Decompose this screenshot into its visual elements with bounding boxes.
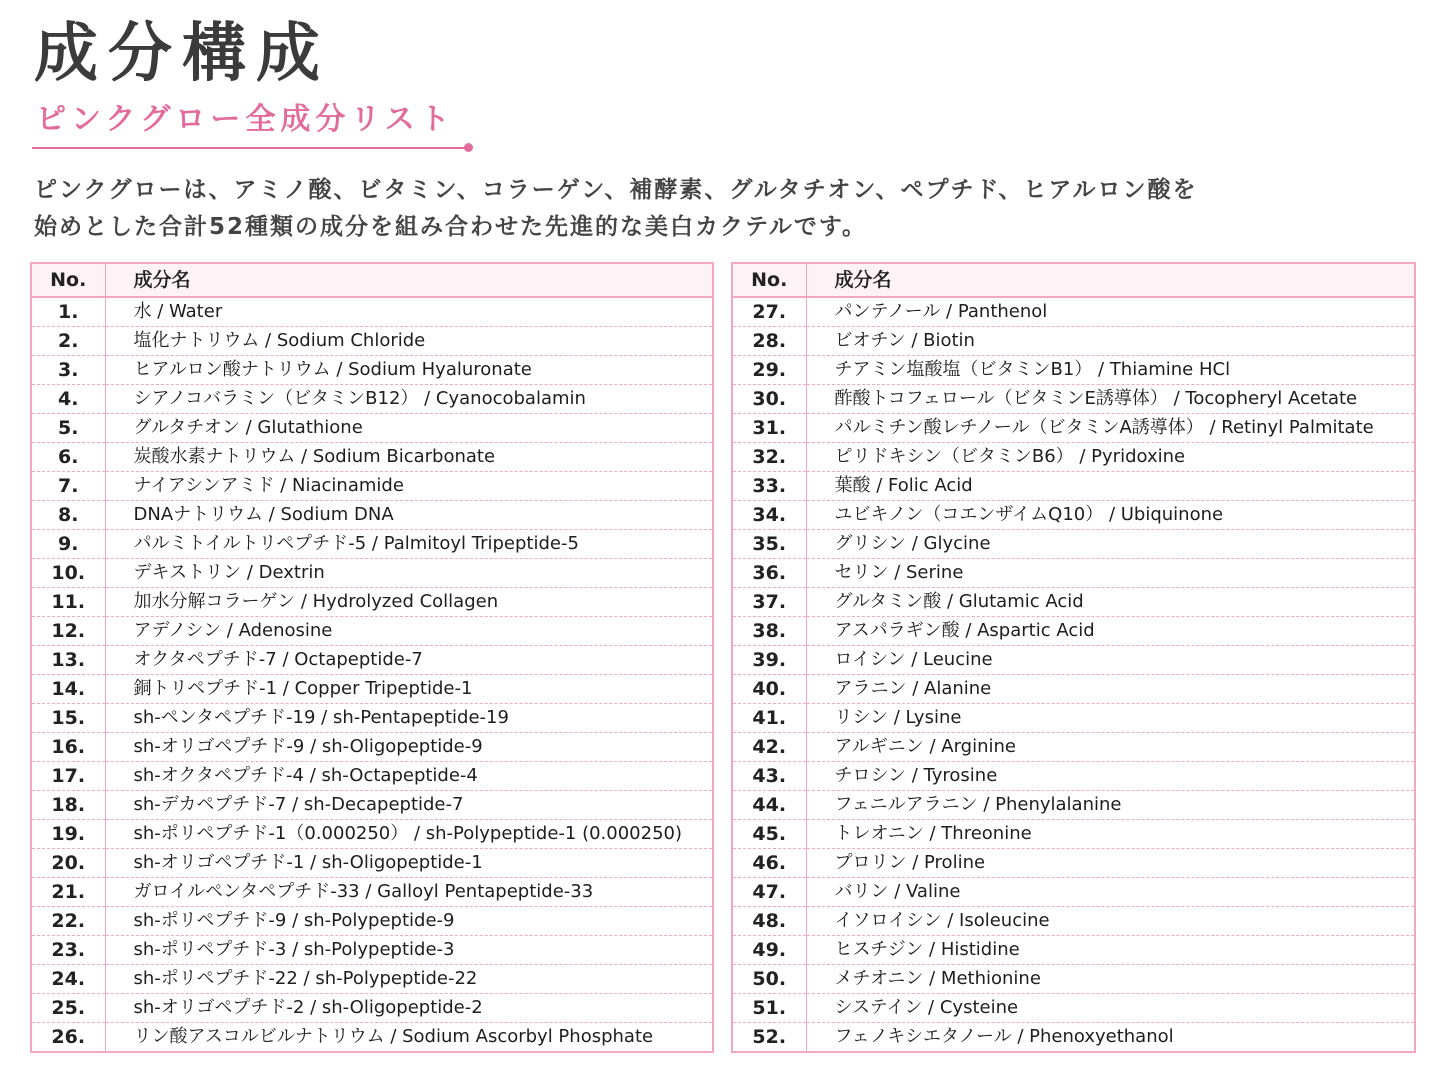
- ingredient-name: パルミチン酸レチノール（ビタミンA誘導体） / Retinyl Palmitate: [806, 414, 1415, 443]
- ingredient-name: バリン / Valine: [806, 878, 1415, 907]
- table-row: [732, 878, 1415, 907]
- column-header-name: 成分名: [806, 263, 1415, 297]
- ingredient-number: 22.: [31, 907, 105, 936]
- ingredient-number: 24.: [31, 965, 105, 994]
- table-row: [732, 501, 1415, 530]
- ingredient-number: 49.: [732, 936, 806, 965]
- ingredient-name: メチオニン / Methionine: [806, 965, 1415, 994]
- ingredient-number: 51.: [732, 994, 806, 1023]
- ingredient-number: 4.: [31, 385, 105, 414]
- ingredient-name: 水 / Water: [105, 297, 713, 327]
- column-header-name: 成分名: [105, 263, 713, 297]
- ingredient-number: 18.: [31, 791, 105, 820]
- ingredient-number: 35.: [732, 530, 806, 559]
- ingredient-number: 42.: [732, 733, 806, 762]
- ingredient-number: 23.: [31, 936, 105, 965]
- ingredient-list-left: [31, 297, 713, 1052]
- ingredient-number: 1.: [31, 297, 105, 327]
- table-row: [732, 965, 1415, 994]
- ingredient-number: 6.: [31, 443, 105, 472]
- table-row: [31, 327, 713, 356]
- ingredient-name: ナイアシンアミド / Niacinamide: [105, 472, 713, 501]
- ingredient-name: 銅トリペプチド-1 / Copper Tripeptide-1: [105, 675, 713, 704]
- ingredient-name: チアミン塩酸塩（ビタミンB1） / Thiamine HCl: [806, 356, 1415, 385]
- ingredient-number: 38.: [732, 617, 806, 646]
- ingredient-number: 31.: [732, 414, 806, 443]
- table-row: [31, 414, 713, 443]
- ingredient-name: シアノコバラミン（ビタミンB12） / Cyanocobalamin: [105, 385, 713, 414]
- ingredient-number: 41.: [732, 704, 806, 733]
- column-header-no: No.: [31, 263, 105, 297]
- ingredient-number: 27.: [732, 297, 806, 327]
- ingredient-number: 17.: [31, 762, 105, 791]
- ingredient-name: sh-ポリペプチド-9 / sh-Polypeptide-9: [105, 907, 713, 936]
- ingredient-number: 20.: [31, 849, 105, 878]
- ingredient-name: リシン / Lysine: [806, 704, 1415, 733]
- table-row: [732, 675, 1415, 704]
- ingredient-number: 33.: [732, 472, 806, 501]
- table-row: [732, 849, 1415, 878]
- table-row: [732, 762, 1415, 791]
- ingredient-number: 50.: [732, 965, 806, 994]
- table-row: [31, 733, 713, 762]
- table-row: [31, 588, 713, 617]
- ingredient-number: 21.: [31, 878, 105, 907]
- ingredient-name: システイン / Cysteine: [806, 994, 1415, 1023]
- ingredient-name: sh-ポリペプチド-1（0.000250） / sh-Polypeptide-1 (0.000250): [105, 820, 713, 849]
- ingredient-name: sh-デカペプチド-7 / sh-Decapeptide-7: [105, 791, 713, 820]
- table-row: [732, 530, 1415, 559]
- ingredient-number: 26.: [31, 1023, 105, 1053]
- ingredient-name: アスパラギン酸 / Aspartic Acid: [806, 617, 1415, 646]
- table-row: [732, 617, 1415, 646]
- ingredient-number: 13.: [31, 646, 105, 675]
- table-row: [732, 704, 1415, 733]
- ingredient-number: 29.: [732, 356, 806, 385]
- table-row: [31, 762, 713, 791]
- table-row: [732, 443, 1415, 472]
- table-row: [31, 907, 713, 936]
- ingredient-number: 48.: [732, 907, 806, 936]
- table-header-row: [732, 263, 1415, 297]
- ingredient-name: ヒスチジン / Histidine: [806, 936, 1415, 965]
- table-row: [31, 530, 713, 559]
- table-row: [732, 820, 1415, 849]
- ingredient-number: 19.: [31, 820, 105, 849]
- table-row: [732, 356, 1415, 385]
- ingredient-name: フェニルアラニン / Phenylalanine: [806, 791, 1415, 820]
- ingredient-name: sh-オリゴペプチド-9 / sh-Oligopeptide-9: [105, 733, 713, 762]
- table-row: [732, 791, 1415, 820]
- ingredient-name: リン酸アスコルビルナトリウム / Sodium Ascorbyl Phosphate: [133, 1026, 654, 1047]
- table-row: [732, 646, 1415, 675]
- ingredient-number: 28.: [732, 327, 806, 356]
- ingredient-number: 14.: [31, 675, 105, 704]
- ingredient-number: 5.: [31, 414, 105, 443]
- ingredient-name: グルタミン酸 / Glutamic Acid: [806, 588, 1415, 617]
- ingredient-name: プロリン / Proline: [806, 849, 1415, 878]
- ingredient-name: グルタチオン / Glutathione: [105, 414, 713, 443]
- ingredient-name: デキストリン / Dextrin: [105, 559, 713, 588]
- ingredient-number: 15.: [31, 704, 105, 733]
- ingredient-name: sh-オクタペプチド-4 / sh-Octapeptide-4: [105, 762, 713, 791]
- ingredient-number: 37.: [732, 588, 806, 617]
- table-row: [732, 327, 1415, 356]
- table-row: [732, 472, 1415, 501]
- ingredient-name: ロイシン / Leucine: [806, 646, 1415, 675]
- table-row: [732, 385, 1415, 414]
- ingredient-number: 30.: [732, 385, 806, 414]
- ingredient-number: 3.: [31, 356, 105, 385]
- ingredient-number: 2.: [31, 327, 105, 356]
- ingredient-name: 炭酸水素ナトリウム / Sodium Bicarbonate: [105, 443, 713, 472]
- ingredient-number: 40.: [732, 675, 806, 704]
- ingredient-number: 10.: [31, 559, 105, 588]
- subtitle-underline-dot: [464, 143, 473, 152]
- ingredient-name: 塩化ナトリウム / Sodium Chloride: [105, 327, 713, 356]
- table-row: [31, 994, 713, 1023]
- ingredient-number: 12.: [31, 617, 105, 646]
- ingredient-name: グリシン / Glycine: [806, 530, 1415, 559]
- table-row: [31, 297, 713, 327]
- ingredient-name: sh-オリゴペプチド-1 / sh-Oligopeptide-1: [105, 849, 713, 878]
- ingredient-number: 9.: [31, 530, 105, 559]
- table-row: [732, 994, 1415, 1023]
- table-row: [31, 936, 713, 965]
- table-row: [31, 675, 713, 704]
- ingredient-number: 25.: [31, 994, 105, 1023]
- ingredient-name: sh-ポリペプチド-3 / sh-Polypeptide-3: [105, 936, 713, 965]
- table-row: [732, 414, 1415, 443]
- ingredient-name: パンテノール / Panthenol: [806, 297, 1415, 327]
- ingredient-number: 16.: [31, 733, 105, 762]
- table-row: [31, 356, 713, 385]
- ingredient-name: イソロイシン / Isoleucine: [806, 907, 1415, 936]
- table-row: [31, 791, 713, 820]
- ingredient-name: チロシン / Tyrosine: [806, 762, 1415, 791]
- ingredient-number: 8.: [31, 501, 105, 530]
- intro-paragraph: [34, 172, 1414, 246]
- table-row: [31, 501, 713, 530]
- table-row: [31, 559, 713, 588]
- table-row: [31, 472, 713, 501]
- table-row: [732, 1023, 1415, 1053]
- ingredient-name: セリン / Serine: [806, 559, 1415, 588]
- table-row: [31, 878, 713, 907]
- column-header-no: No.: [732, 263, 806, 297]
- ingredient-name: ヒアルロン酸ナトリウム / Sodium Hyaluronate: [105, 356, 713, 385]
- subtitle-underline: [32, 147, 469, 149]
- table-row: [732, 559, 1415, 588]
- ingredient-number: 44.: [732, 791, 806, 820]
- intro-line-1: ピンクグローは、アミノ酸、ビタミン、コラーゲン、補酵素、グルタチオン、ペプチド、ヒアルロン酸を: [34, 177, 1198, 203]
- ingredient-name: トレオニン / Threonine: [806, 820, 1415, 849]
- ingredient-name: ピリドキシン（ビタミンB6） / Pyridoxine: [806, 443, 1415, 472]
- ingredient-name: アデノシン / Adenosine: [105, 617, 713, 646]
- ingredient-name: アラニン / Alanine: [806, 675, 1415, 704]
- ingredient-name: DNAナトリウム / Sodium DNA: [105, 501, 713, 530]
- intro-line-2: 始めとした合計52種類の成分を組み合わせた先進的な美白カクテルです。: [34, 214, 868, 240]
- table-row: [31, 617, 713, 646]
- ingredient-name: 加水分解コラーゲン / Hydrolyzed Collagen: [105, 588, 713, 617]
- ingredient-name: オクタペプチド-7 / Octapeptide-7: [105, 646, 713, 675]
- table-row: [31, 849, 713, 878]
- ingredient-number: 11.: [31, 588, 105, 617]
- table-row: [31, 443, 713, 472]
- ingredient-number: 7.: [31, 472, 105, 501]
- ingredient-number: 43.: [732, 762, 806, 791]
- ingredient-number: 45.: [732, 820, 806, 849]
- ingredient-table-left: [30, 262, 714, 1053]
- table-row: [31, 965, 713, 994]
- table-header-row: [31, 263, 713, 297]
- table-row: [31, 1023, 713, 1053]
- ingredient-name: パルミトイルトリペプチド-5 / Palmitoyl Tripeptide-5: [105, 530, 713, 559]
- ingredient-number: 47.: [732, 878, 806, 907]
- ingredient-number: 34.: [732, 501, 806, 530]
- ingredient-name: sh-ポリペプチド-22 / sh-Polypeptide-22: [105, 965, 713, 994]
- ingredient-name: アルギニン / Arginine: [806, 733, 1415, 762]
- ingredient-name: sh-オリゴペプチド-2 / sh-Oligopeptide-2: [105, 994, 713, 1023]
- table-row: [31, 704, 713, 733]
- ingredient-number: 39.: [732, 646, 806, 675]
- ingredient-name: sh-ペンタペプチド-19 / sh-Pentapeptide-19: [105, 704, 713, 733]
- ingredient-name: ビオチン / Biotin: [806, 327, 1415, 356]
- ingredient-number: 52.: [732, 1023, 806, 1053]
- ingredient-name: 酢酸トコフェロール（ビタミンE誘導体） / Tocopheryl Acetate: [806, 385, 1415, 414]
- table-row: [31, 385, 713, 414]
- table-row: [732, 733, 1415, 762]
- ingredient-number: 32.: [732, 443, 806, 472]
- table-row: [31, 646, 713, 675]
- table-row: [732, 297, 1415, 327]
- ingredient-name: 葉酸 / Folic Acid: [806, 472, 1415, 501]
- table-row: [732, 588, 1415, 617]
- ingredient-number: 36.: [732, 559, 806, 588]
- ingredient-list-right: [732, 297, 1415, 1052]
- page-title: 成分構成: [34, 17, 330, 91]
- ingredient-table-right: [731, 262, 1416, 1053]
- ingredient-name: ユビキノン（コエンザイムQ10） / Ubiquinone: [806, 501, 1415, 530]
- table-row: [732, 907, 1415, 936]
- ingredient-number: 46.: [732, 849, 806, 878]
- table-row: [732, 936, 1415, 965]
- table-row: [31, 820, 713, 849]
- page-subtitle: ピンクグロー全成分リスト: [36, 102, 455, 137]
- ingredient-name: ガロイルペンタペプチド-33 / Galloyl Pentapeptide-33: [105, 878, 713, 907]
- ingredient-name: フェノキシエタノール / Phenoxyethanol: [834, 1026, 1174, 1047]
